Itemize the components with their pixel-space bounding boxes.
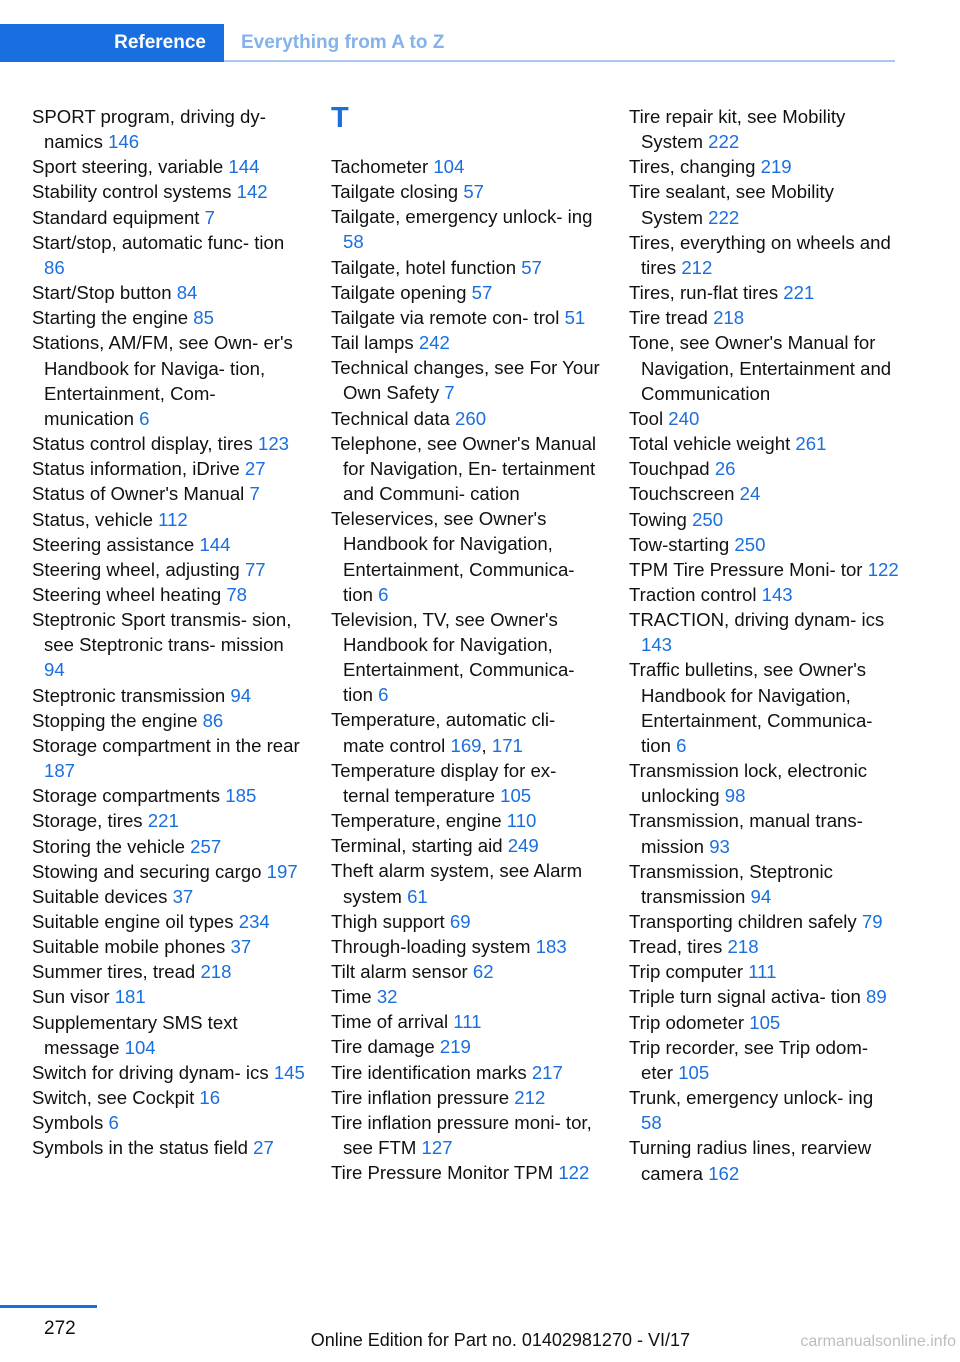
page-link[interactable]: 222: [708, 131, 740, 153]
page-link[interactable]: 218: [727, 936, 759, 958]
index-entry: [32, 1135, 307, 1160]
index-entry: [629, 230, 899, 280]
page-link[interactable]: 260: [455, 407, 487, 429]
index-entry: [32, 330, 307, 431]
index-entry-text: Towing: [629, 508, 687, 530]
index-entry: [32, 783, 307, 808]
index-entry: [629, 808, 899, 858]
page-link[interactable]: 26: [714, 458, 736, 480]
index-entry-text: Tire repair kit, see Mobility System: [629, 106, 846, 153]
index-column-2: [331, 104, 601, 1185]
page-link[interactable]: 111: [453, 1011, 482, 1033]
page-link[interactable]: 222: [708, 206, 740, 228]
page-link[interactable]: 69: [449, 910, 471, 932]
index-entry-text: Tires, changing: [629, 156, 756, 178]
watermark: carmanualsonline.info: [800, 1333, 956, 1350]
index-entry: [629, 607, 899, 657]
page-link[interactable]: 105: [500, 784, 532, 806]
index-entry-text: Transmission, manual trans‐ mission: [629, 810, 863, 857]
index-entry: [32, 507, 307, 532]
index-entry-text: Standard equipment: [32, 206, 200, 228]
page-link[interactable]: 57: [521, 256, 542, 278]
index-entry: [32, 834, 307, 859]
index-entry: [32, 431, 307, 456]
index-letter-heading: T: [331, 102, 349, 134]
page-link[interactable]: 85: [193, 307, 214, 329]
index-entry: [32, 808, 307, 833]
page-link[interactable]: 104: [124, 1036, 156, 1058]
index-entry-text: Transmission lock, electronic unlocking: [629, 760, 868, 807]
index-entry-text: Tire inflation pressure moni‐ tor, see FTM: [331, 1111, 592, 1159]
index-entry-text: Status information, iDrive: [32, 458, 240, 480]
page-link[interactable]: 171: [491, 734, 523, 756]
index-entry-text: Steering wheel, adjusting: [32, 558, 240, 580]
index-entry: [32, 984, 307, 1009]
index-entry: [629, 431, 899, 456]
index-entry-text: Terminal, starting aid: [331, 835, 503, 857]
page-link[interactable]: 218: [713, 307, 745, 329]
index-entry-text: Television, TV, see Owner's Handbook for Navigation, Entertainment, Communica‐ tion: [331, 608, 575, 706]
page-header: [0, 24, 895, 62]
index-entry-text: Tow-starting: [629, 533, 730, 555]
index-entry: [629, 859, 899, 909]
index-entry-text: Status control display, tires: [32, 433, 253, 455]
index-entry-text: Triple turn signal activa‐ tion: [629, 986, 861, 1008]
index-entry-text: Storage compartments: [32, 785, 221, 807]
index-entry: [629, 154, 899, 179]
index-entry: [331, 934, 601, 959]
page-link[interactable]: 84: [176, 282, 198, 304]
index-entry: [32, 104, 307, 154]
page-link[interactable]: 51: [564, 306, 586, 328]
index-entry: [32, 179, 307, 204]
index-entry-text: Tailgate, hotel function: [331, 256, 517, 278]
index-entry: [331, 984, 601, 1009]
index-entry: [331, 808, 601, 833]
index-entry-text: Switch for driving dynam‐ ics: [32, 1061, 269, 1083]
index-entry-text: Teleservices, see Owner's Handbook for Navigation, Entertainment, Communica‐ tion: [331, 508, 575, 605]
index-entry-text: Sun visor: [32, 986, 110, 1008]
index-entry-text: Storage, tires: [32, 810, 143, 832]
page-link[interactable]: 197: [266, 860, 298, 882]
index-entry: [32, 456, 307, 481]
page-link[interactable]: 79: [861, 911, 883, 932]
page-link[interactable]: 61: [407, 885, 428, 907]
index-entry: [32, 934, 307, 959]
index-entry-text: Time of arrival: [331, 1011, 449, 1033]
page-link[interactable]: 27: [244, 458, 266, 480]
index-entry: [32, 557, 307, 582]
index-entry: [331, 280, 601, 305]
page-link[interactable]: 86: [44, 256, 65, 278]
index-entry-text: Tool: [629, 407, 664, 429]
index-entry: [32, 909, 307, 934]
page-link[interactable]: 143: [641, 634, 673, 656]
index-entry-text: Turning radius lines, rearview camera: [629, 1137, 872, 1184]
edition-note: Online Edition for Part no. 01402981270 - VI/17: [310, 1330, 690, 1350]
page-link[interactable]: 89: [866, 986, 887, 1008]
index-entry-text: Tire sealant, see Mobility System: [629, 181, 834, 228]
page-link[interactable]: 24: [739, 483, 761, 505]
page-link[interactable]: 185: [225, 785, 257, 807]
index-entry: [331, 959, 601, 984]
page-link[interactable]: 169: [450, 734, 482, 756]
page-link[interactable]: 234: [238, 911, 270, 932]
index-entry: [32, 1060, 307, 1085]
index-entry: [331, 1085, 601, 1110]
index-entry: [629, 758, 899, 808]
page-link[interactable]: 105: [678, 1061, 710, 1083]
index-entry-text: Temperature, automatic cli‐ mate control: [331, 709, 556, 756]
index-entry-text: Tailgate via remote con‐ trol: [331, 306, 560, 328]
index-entry: [331, 1034, 601, 1059]
index-entry-text: SPORT program, driving dy‐ namics: [32, 106, 266, 153]
index-entry-text: Thigh support: [331, 910, 445, 932]
page-link[interactable]: 7: [249, 483, 260, 505]
page-link[interactable]: 58: [343, 231, 364, 253]
index-entry: [32, 959, 307, 984]
page-link[interactable]: 162: [708, 1162, 740, 1184]
page-link[interactable]: 221: [147, 810, 179, 832]
index-entry: [331, 406, 601, 431]
index-entry-text: Trip odometer: [629, 1011, 745, 1033]
page-link[interactable]: 94: [44, 659, 65, 681]
page-link[interactable]: 16: [199, 1087, 221, 1109]
page-link[interactable]: 250: [734, 533, 766, 555]
index-entry: [331, 506, 601, 607]
page-link[interactable]: 122: [558, 1162, 590, 1184]
index-entry-text: Tilt alarm sensor: [331, 961, 468, 982]
index-entry: [32, 230, 307, 280]
index-entry-text: Through-loading system: [331, 935, 531, 957]
page-link[interactable]: 218: [200, 961, 232, 983]
index-entry: [331, 330, 601, 355]
page-link[interactable]: 257: [190, 835, 222, 857]
index-entry-text: Telephone, see Owner's Manual for Navigation, En‐ tertainment and Communi‐ cation: [331, 432, 597, 505]
index-entry: [629, 507, 899, 532]
index-entry: [32, 582, 307, 607]
index-entry-text: Touchpad: [629, 458, 710, 480]
index-entry: [32, 532, 307, 557]
index-entry: [629, 1135, 899, 1185]
index-entry-text: Storing the vehicle: [32, 835, 185, 857]
index-entry: [32, 607, 307, 682]
index-entry: [629, 1010, 899, 1035]
index-entry-text: Suitable devices: [32, 885, 168, 907]
page-link[interactable]: 32: [376, 986, 398, 1008]
page-link[interactable]: 94: [750, 885, 772, 907]
index-entry-text: Steptronic transmission: [32, 684, 226, 706]
page-link[interactable]: 111: [748, 961, 777, 983]
page-link[interactable]: 57: [463, 181, 484, 203]
index-entry: [32, 205, 307, 230]
index-entry-text: Stopping the engine: [32, 709, 198, 731]
index-entry: [629, 406, 899, 431]
index-entry-text: Trunk, emergency unlock‐ ing: [629, 1087, 874, 1109]
index-entry-text: Start/Stop button: [32, 282, 172, 304]
page-link[interactable]: 62: [472, 961, 494, 982]
index-entry-text: Tire inflation pressure: [331, 1086, 510, 1108]
page-link[interactable]: 240: [668, 407, 700, 429]
page-link[interactable]: 127: [421, 1137, 453, 1159]
index-entry: [629, 305, 899, 330]
index-entry-text: TRACTION, driving dynam‐ ics: [629, 609, 885, 631]
index-entry: [32, 280, 307, 305]
index-entry: [629, 532, 899, 557]
index-entry: [331, 833, 601, 858]
index-entry: [629, 1085, 899, 1135]
index-entry: [32, 859, 307, 884]
index-entry-text: Transporting children safely: [629, 911, 857, 932]
index-entry-text: Starting the engine: [32, 307, 189, 329]
index-entry-text: Temperature display for ex‐ ternal temperature: [331, 759, 557, 806]
page-link[interactable]: 110: [506, 810, 537, 832]
page-link[interactable]: 261: [795, 433, 827, 455]
index-entry: [629, 657, 899, 758]
index-entry-text: Storage compartment in the rear: [32, 734, 300, 756]
index-entry: [32, 884, 307, 909]
index-entry: [629, 179, 899, 229]
page-link[interactable]: 112: [158, 508, 188, 530]
page-link[interactable]: 249: [507, 835, 539, 857]
index-entry: [629, 959, 899, 984]
page-link[interactable]: 143: [761, 583, 793, 605]
page-link[interactable]: 145: [273, 1061, 305, 1083]
index-entry: [32, 1010, 307, 1060]
index-entry-text: Tachometer: [331, 156, 429, 177]
index-entry-text: Tire tread: [629, 307, 708, 329]
index-entry: [629, 934, 899, 959]
index-entry-text: Transmission, Steptronic transmission: [629, 860, 833, 907]
index-entry: [331, 1009, 601, 1034]
index-entry: [331, 154, 601, 179]
page-link[interactable]: 212: [514, 1086, 546, 1108]
index-entry-text: Start/stop, automatic func‐ tion: [32, 231, 285, 253]
index-entry-text: Steering assistance: [32, 533, 195, 555]
index-entry-text: Supplementary SMS text message: [32, 1011, 238, 1058]
page-link[interactable]: 105: [749, 1011, 781, 1033]
index-entry-text: Technical changes, see For Your Own Safety: [331, 357, 600, 404]
index-entry: [331, 305, 601, 330]
page-link[interactable]: 219: [760, 156, 792, 178]
page-link[interactable]: 219: [439, 1036, 471, 1058]
index-entry-text: Tire damage: [331, 1036, 435, 1058]
footer-rule: [0, 1305, 97, 1308]
index-entry-text: Tailgate opening: [331, 281, 467, 303]
page-link[interactable]: 86: [202, 709, 224, 731]
index-entry-text: Tail lamps: [331, 332, 414, 354]
index-entry: [629, 984, 899, 1009]
section-tab: Reference: [0, 24, 224, 62]
index-entry-text: Traction control: [629, 583, 757, 605]
page-link[interactable]: 6: [139, 407, 150, 429]
page-link[interactable]: 27: [253, 1137, 274, 1159]
page-link[interactable]: 58: [641, 1112, 662, 1134]
index-entry: [629, 280, 899, 305]
page-link[interactable]: 250: [692, 508, 724, 530]
index-entry-text: Tire identification marks: [331, 1061, 527, 1083]
page-number: 272: [44, 1318, 76, 1339]
index-entry-text: Steering wheel heating: [32, 583, 222, 605]
index-entry-text: TPM Tire Pressure Moni‐ tor: [629, 558, 863, 580]
page-link[interactable]: 181: [114, 986, 146, 1008]
index-entry: [629, 481, 899, 506]
index-entry-text: Switch, see Cockpit: [32, 1087, 195, 1109]
index-entry: [629, 456, 899, 481]
index-entry: [629, 330, 899, 405]
index-entry: [32, 481, 307, 506]
page-link[interactable]: 6: [378, 684, 389, 706]
index-entry: Temperature, automatic cli‐ mate control 169, 171: [331, 709, 556, 756]
index-entry-text: Status of Owner's Manual: [32, 483, 245, 505]
page-link[interactable]: 6: [676, 734, 687, 756]
page-link[interactable]: 37: [172, 885, 194, 907]
index-entry: [629, 582, 899, 607]
index-entry: [629, 1035, 899, 1085]
index-entry: [331, 255, 601, 280]
page-link[interactable]: 142: [236, 181, 268, 203]
page-link[interactable]: 7: [444, 382, 455, 404]
header-rule: [224, 60, 895, 62]
index-entry-text: Technical data: [331, 407, 450, 429]
index-entry-text: Tires, run-flat tires: [629, 282, 779, 304]
index-entry: [331, 431, 601, 506]
page-link[interactable]: 183: [535, 935, 567, 957]
index-entry: [32, 305, 307, 330]
index-entry-text: Steptronic Sport transmis‐ sion, see Steptronic trans‐ mission: [32, 609, 292, 656]
index-entry-text: Suitable mobile phones: [32, 936, 226, 958]
index-entry: [629, 909, 899, 934]
index-column-1: [32, 104, 307, 1161]
index-entry-text: Tire Pressure Monitor TPM: [331, 1162, 554, 1184]
page-link[interactable]: 7: [204, 206, 215, 228]
page-link[interactable]: 93: [709, 835, 730, 857]
page-link[interactable]: 212: [681, 256, 713, 278]
index-entry: [32, 154, 307, 179]
page-link[interactable]: 78: [226, 583, 248, 605]
page-link[interactable]: 217: [531, 1061, 563, 1083]
page-link[interactable]: 187: [44, 760, 76, 782]
page-link[interactable]: 144: [228, 156, 260, 178]
index-entry-text: Touchscreen: [629, 483, 735, 505]
index-entry: [32, 1085, 307, 1110]
index-entry: [629, 104, 899, 154]
index-entry: [32, 1110, 307, 1135]
index-entry-text: Tailgate closing: [331, 181, 459, 203]
index-entry: [331, 179, 601, 204]
index-entry: [331, 355, 601, 405]
index-entry-text: Tread, tires: [629, 936, 723, 958]
index-entry-text: Stability control systems: [32, 181, 232, 203]
index-entry-text: Total vehicle weight: [629, 433, 791, 455]
page-link[interactable]: 122: [867, 558, 899, 580]
index-entry-text: Time: [331, 986, 372, 1008]
index-entry-text: Trip computer: [629, 961, 744, 983]
index-entry: [331, 1060, 601, 1085]
page-link[interactable]: 221: [783, 282, 815, 304]
page-link[interactable]: 77: [244, 558, 266, 580]
index-entry: [331, 607, 601, 708]
index-entry-text: Stations, AM/FM, see Own‐ er's Handbook for Naviga‐ tion, Entertainment, Com‐ munication: [32, 332, 293, 429]
index-entry-text: Temperature, engine: [331, 810, 502, 832]
page-link[interactable]: 94: [230, 684, 252, 706]
page-link[interactable]: 104: [433, 156, 465, 177]
index-entry: [331, 1160, 601, 1185]
page-link[interactable]: 98: [724, 785, 746, 807]
index-entry-text: Theft alarm system, see Alarm system: [331, 860, 583, 907]
index-entry: [32, 708, 307, 733]
index-entry-text: Symbols in the status field: [32, 1137, 248, 1159]
index-entry-text: Tires, everything on wheels and tires: [629, 231, 891, 278]
index-entry-text: Traffic bulletins, see Owner's Handbook for Navigation, Entertainment, Communica‐ tion: [629, 659, 873, 756]
index-entry: [629, 557, 899, 582]
index-column-3: [629, 104, 899, 1186]
index-entry: [331, 204, 601, 254]
index-entry-text: Stowing and securing cargo: [32, 860, 262, 882]
index-entry-text: Suitable engine oil types: [32, 911, 234, 932]
index-entry-text: Tone, see Owner's Manual for Navigation, Entertainment and Communication: [629, 332, 892, 404]
page-link[interactable]: 6: [378, 583, 389, 605]
index-entry-text: Symbols: [32, 1112, 104, 1134]
index-entry: [331, 909, 601, 934]
page-link[interactable]: 146: [108, 131, 140, 153]
index-entry: [331, 1110, 601, 1160]
index-entry: [32, 683, 307, 708]
page-link[interactable]: 57: [471, 281, 493, 303]
index-entry-text: Summer tires, tread: [32, 961, 196, 983]
index-entry: [331, 758, 601, 808]
index-entry: [32, 733, 307, 783]
index-entry-text: Status, vehicle: [32, 508, 153, 530]
page-link[interactable]: 37: [230, 936, 252, 958]
page-link[interactable]: 123: [257, 433, 290, 455]
index-entry-text: Tailgate, emergency unlock‐ ing: [331, 206, 593, 228]
index-entry: [331, 858, 601, 908]
page-link[interactable]: 242: [418, 332, 450, 354]
subsection-title: Everything from A to Z: [241, 32, 445, 53]
page-link[interactable]: 144: [199, 533, 231, 555]
page-link[interactable]: 6: [108, 1112, 119, 1134]
index-entry-text: Sport steering, variable: [32, 156, 224, 178]
index-entry-text: Trip recorder, see Trip odom‐ eter: [629, 1036, 869, 1083]
